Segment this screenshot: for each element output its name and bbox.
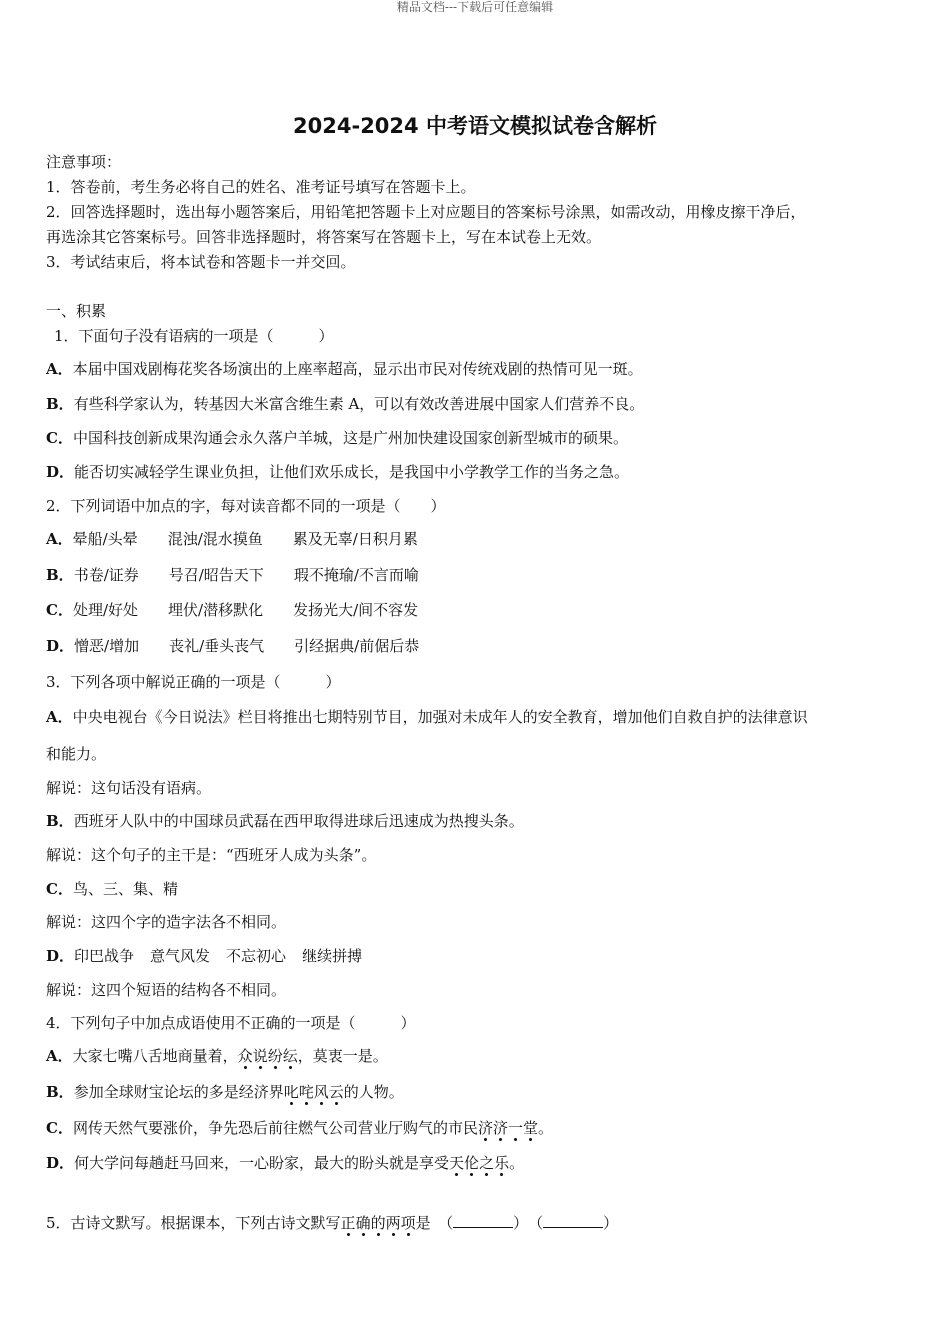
explanation: 解说：这句话没有语病。	[46, 779, 212, 797]
option-text: ，莫衷一是。	[297, 1047, 388, 1065]
option-text: 中国科技创新成果沟通会永久落户羊城，这是广州加快建设国家创新型城市的硕果。	[72, 429, 628, 447]
option-label: B．	[46, 566, 74, 584]
header-note: 精品文档---下载后可任意编辑	[396, 0, 554, 14]
option-label: A．	[46, 708, 73, 726]
word-pair: 书卷/证券	[73, 566, 139, 584]
question-1-option-c	[46, 428, 628, 448]
phrase: 印巴战争	[74, 947, 135, 965]
dotted-char: 正	[340, 1214, 356, 1232]
question-4-option-b	[46, 1082, 404, 1102]
word-pair: 混浊/混水摸鱼	[167, 530, 263, 548]
dotted-char: 天	[449, 1154, 465, 1172]
option-label: C．	[46, 601, 73, 619]
notice-item: 3．考试结束后，将本试卷和答题卡一并交回。	[46, 253, 356, 271]
option-label: A．	[46, 360, 73, 378]
dotted-char: 纭	[282, 1047, 298, 1065]
option-label: C．	[46, 880, 73, 898]
question-1-option-a	[46, 359, 643, 379]
question-3-stem: 3．下列各项中解说正确的一项是（ ）	[46, 673, 341, 691]
dotted-idiom	[238, 1047, 298, 1065]
dotted-char: 叱	[283, 1083, 299, 1101]
option-text: 网传天然气要涨价，争先恐后前往燃气公司营业厅购气的市民	[72, 1119, 478, 1137]
stem-text: 是 （	[415, 1214, 454, 1232]
dotted-char: 云	[328, 1083, 344, 1101]
word-pair: 晕船/头晕	[72, 530, 138, 548]
word-pair: 瑕不掩瑜/不言而喻	[293, 566, 419, 584]
option-text: 鸟、三、集、精	[72, 880, 178, 898]
dotted-char: 咤	[298, 1083, 314, 1101]
question-3-option-c	[46, 879, 178, 899]
question-2-stem: 2．下列词语中加点的字，每对读音都不同的一项是（ ）	[46, 497, 446, 515]
dotted-char: 济	[477, 1119, 493, 1137]
word-pair: 憎恶/增加	[74, 637, 140, 655]
question-3-option-d	[46, 946, 362, 966]
dotted-char: 的	[370, 1214, 386, 1232]
dotted-char: 伦	[464, 1154, 480, 1172]
notice-item: 1．答卷前，考生务必将自己的姓名、准考证号填写在答题卡上。	[46, 178, 476, 196]
notice-heading: 注意事项：	[46, 153, 122, 171]
option-label: D．	[46, 463, 75, 481]
option-label: D．	[46, 1154, 75, 1172]
question-3-option-b	[46, 811, 524, 831]
question-2-option-a	[46, 529, 418, 549]
question-2-option-b	[46, 565, 419, 585]
option-text: 。	[538, 1119, 554, 1137]
option-label: C．	[46, 429, 73, 447]
dotted-idiom	[449, 1154, 509, 1172]
explanation: 解说：这四个字的造字法各不相同。	[46, 913, 287, 931]
option-text: 何大学问每趟赶马回来，一心盼家，最大的盼头就是享受	[74, 1154, 450, 1172]
page-title: 2024-2024 中考语文模拟试卷含解析	[293, 114, 657, 138]
question-1-stem: 1．下面句子没有语病的一项是（ ）	[54, 327, 334, 345]
notice-item: 再选涂其它答案标号。回答非选择题时，将答案写在答题卡上，写在本试卷上无效。	[46, 228, 602, 246]
dotted-idiom	[284, 1083, 344, 1101]
word-pair: 丧礼/垂头丧气	[169, 637, 265, 655]
phrase: 继续拼搏	[302, 947, 363, 965]
option-text: 的人物。	[343, 1083, 404, 1101]
option-label: D．	[46, 947, 75, 965]
question-2-option-d	[46, 636, 419, 656]
stem-text: ） （	[513, 1214, 544, 1232]
answer-blank[interactable]	[543, 1213, 603, 1228]
option-label: A．	[46, 530, 73, 548]
phrase: 意气风发	[150, 947, 211, 965]
dotted-char: 济	[492, 1119, 508, 1137]
question-1-option-b	[46, 394, 644, 414]
word-pair: 引经据典/前倨后恭	[294, 637, 420, 655]
question-4-stem: 4．下列句子中加点成语使用不正确的一项是（ ）	[46, 1014, 416, 1032]
word-pair: 发扬光大/间不容发	[293, 601, 419, 619]
word-pair: 处理/好处	[72, 601, 139, 619]
answer-blank[interactable]	[453, 1213, 513, 1228]
question-4-option-a	[46, 1046, 388, 1066]
dotted-char: 一	[508, 1119, 524, 1137]
phrase: 不忘初心	[226, 947, 287, 965]
option-label: D．	[46, 637, 75, 655]
explanation: 解说：这个句子的主干是：“西班牙人成为头条”。	[46, 846, 377, 864]
question-3-option-a	[46, 707, 808, 727]
stem-text: 5．古诗文默写。根据课本，下列古诗文默写	[46, 1214, 341, 1232]
word-pair: 埋伏/潜移默化	[168, 601, 264, 619]
option-label: C．	[46, 1119, 73, 1137]
dotted-char: 项	[400, 1214, 416, 1232]
dotted-phrase	[341, 1214, 416, 1232]
word-pair: 号召/昭告天下	[168, 566, 264, 584]
notice-item: 2．回答选择题时，选出每小题答案后，用铅笔把答题卡上对应题目的答案标号涂黑，如需改动，用橡皮擦干净后，	[46, 203, 806, 221]
question-5-stem	[46, 1213, 618, 1233]
dotted-char: 两	[385, 1214, 401, 1232]
dotted-char: 说	[252, 1047, 268, 1065]
option-label: A．	[46, 1047, 73, 1065]
option-text: 参加全球财宝论坛的多是经济界	[73, 1083, 284, 1101]
dotted-char: 众	[237, 1047, 253, 1065]
section-heading: 一、积累	[46, 302, 107, 320]
dotted-char: 乐	[494, 1154, 510, 1172]
word-pair: 累及无辜/日积月累	[292, 530, 418, 548]
option-text: 能否切实减轻学生课业负担，让他们欢乐成长，是我国中小学教学工作的当务之急。	[74, 463, 630, 481]
question-1-option-d	[46, 462, 629, 482]
option-text: 中央电视台《今日说法》栏目将推出七期特别节目，加强对未成年人的安全教育，增加他们自救自护的法律意识	[72, 708, 808, 726]
option-text: 有些科学家认为，转基因大米富含维生素 A，可以有效改善进展中国家人们营养不良。	[73, 395, 645, 413]
stem-text: ）	[603, 1214, 619, 1232]
dotted-char: 堂	[523, 1119, 539, 1137]
option-label: B．	[46, 812, 74, 830]
dotted-char: 确	[355, 1214, 371, 1232]
dotted-idiom	[478, 1119, 538, 1137]
dotted-char: 风	[313, 1083, 329, 1101]
explanation: 解说：这四个短语的结构各不相同。	[46, 981, 287, 999]
question-4-option-d	[46, 1153, 524, 1173]
dotted-char: 之	[479, 1154, 495, 1172]
question-4-option-c	[46, 1118, 553, 1138]
option-text: 本届中国戏剧梅花奖各场演出的上座率超高，显示出市民对传统戏剧的热情可见一斑。	[72, 360, 643, 378]
option-text: 西班牙人队中的中国球员武磊在西甲取得进球后迅速成为热搜头条。	[73, 812, 524, 830]
option-text-continued: 和能力。	[46, 745, 107, 763]
option-label: B．	[46, 1083, 74, 1101]
option-text: 。	[509, 1154, 525, 1172]
dotted-char: 纷	[267, 1047, 283, 1065]
question-2-option-c	[46, 600, 418, 620]
option-label: B．	[46, 395, 74, 413]
option-text: 大家七嘴八舌地商量着，	[72, 1047, 238, 1065]
